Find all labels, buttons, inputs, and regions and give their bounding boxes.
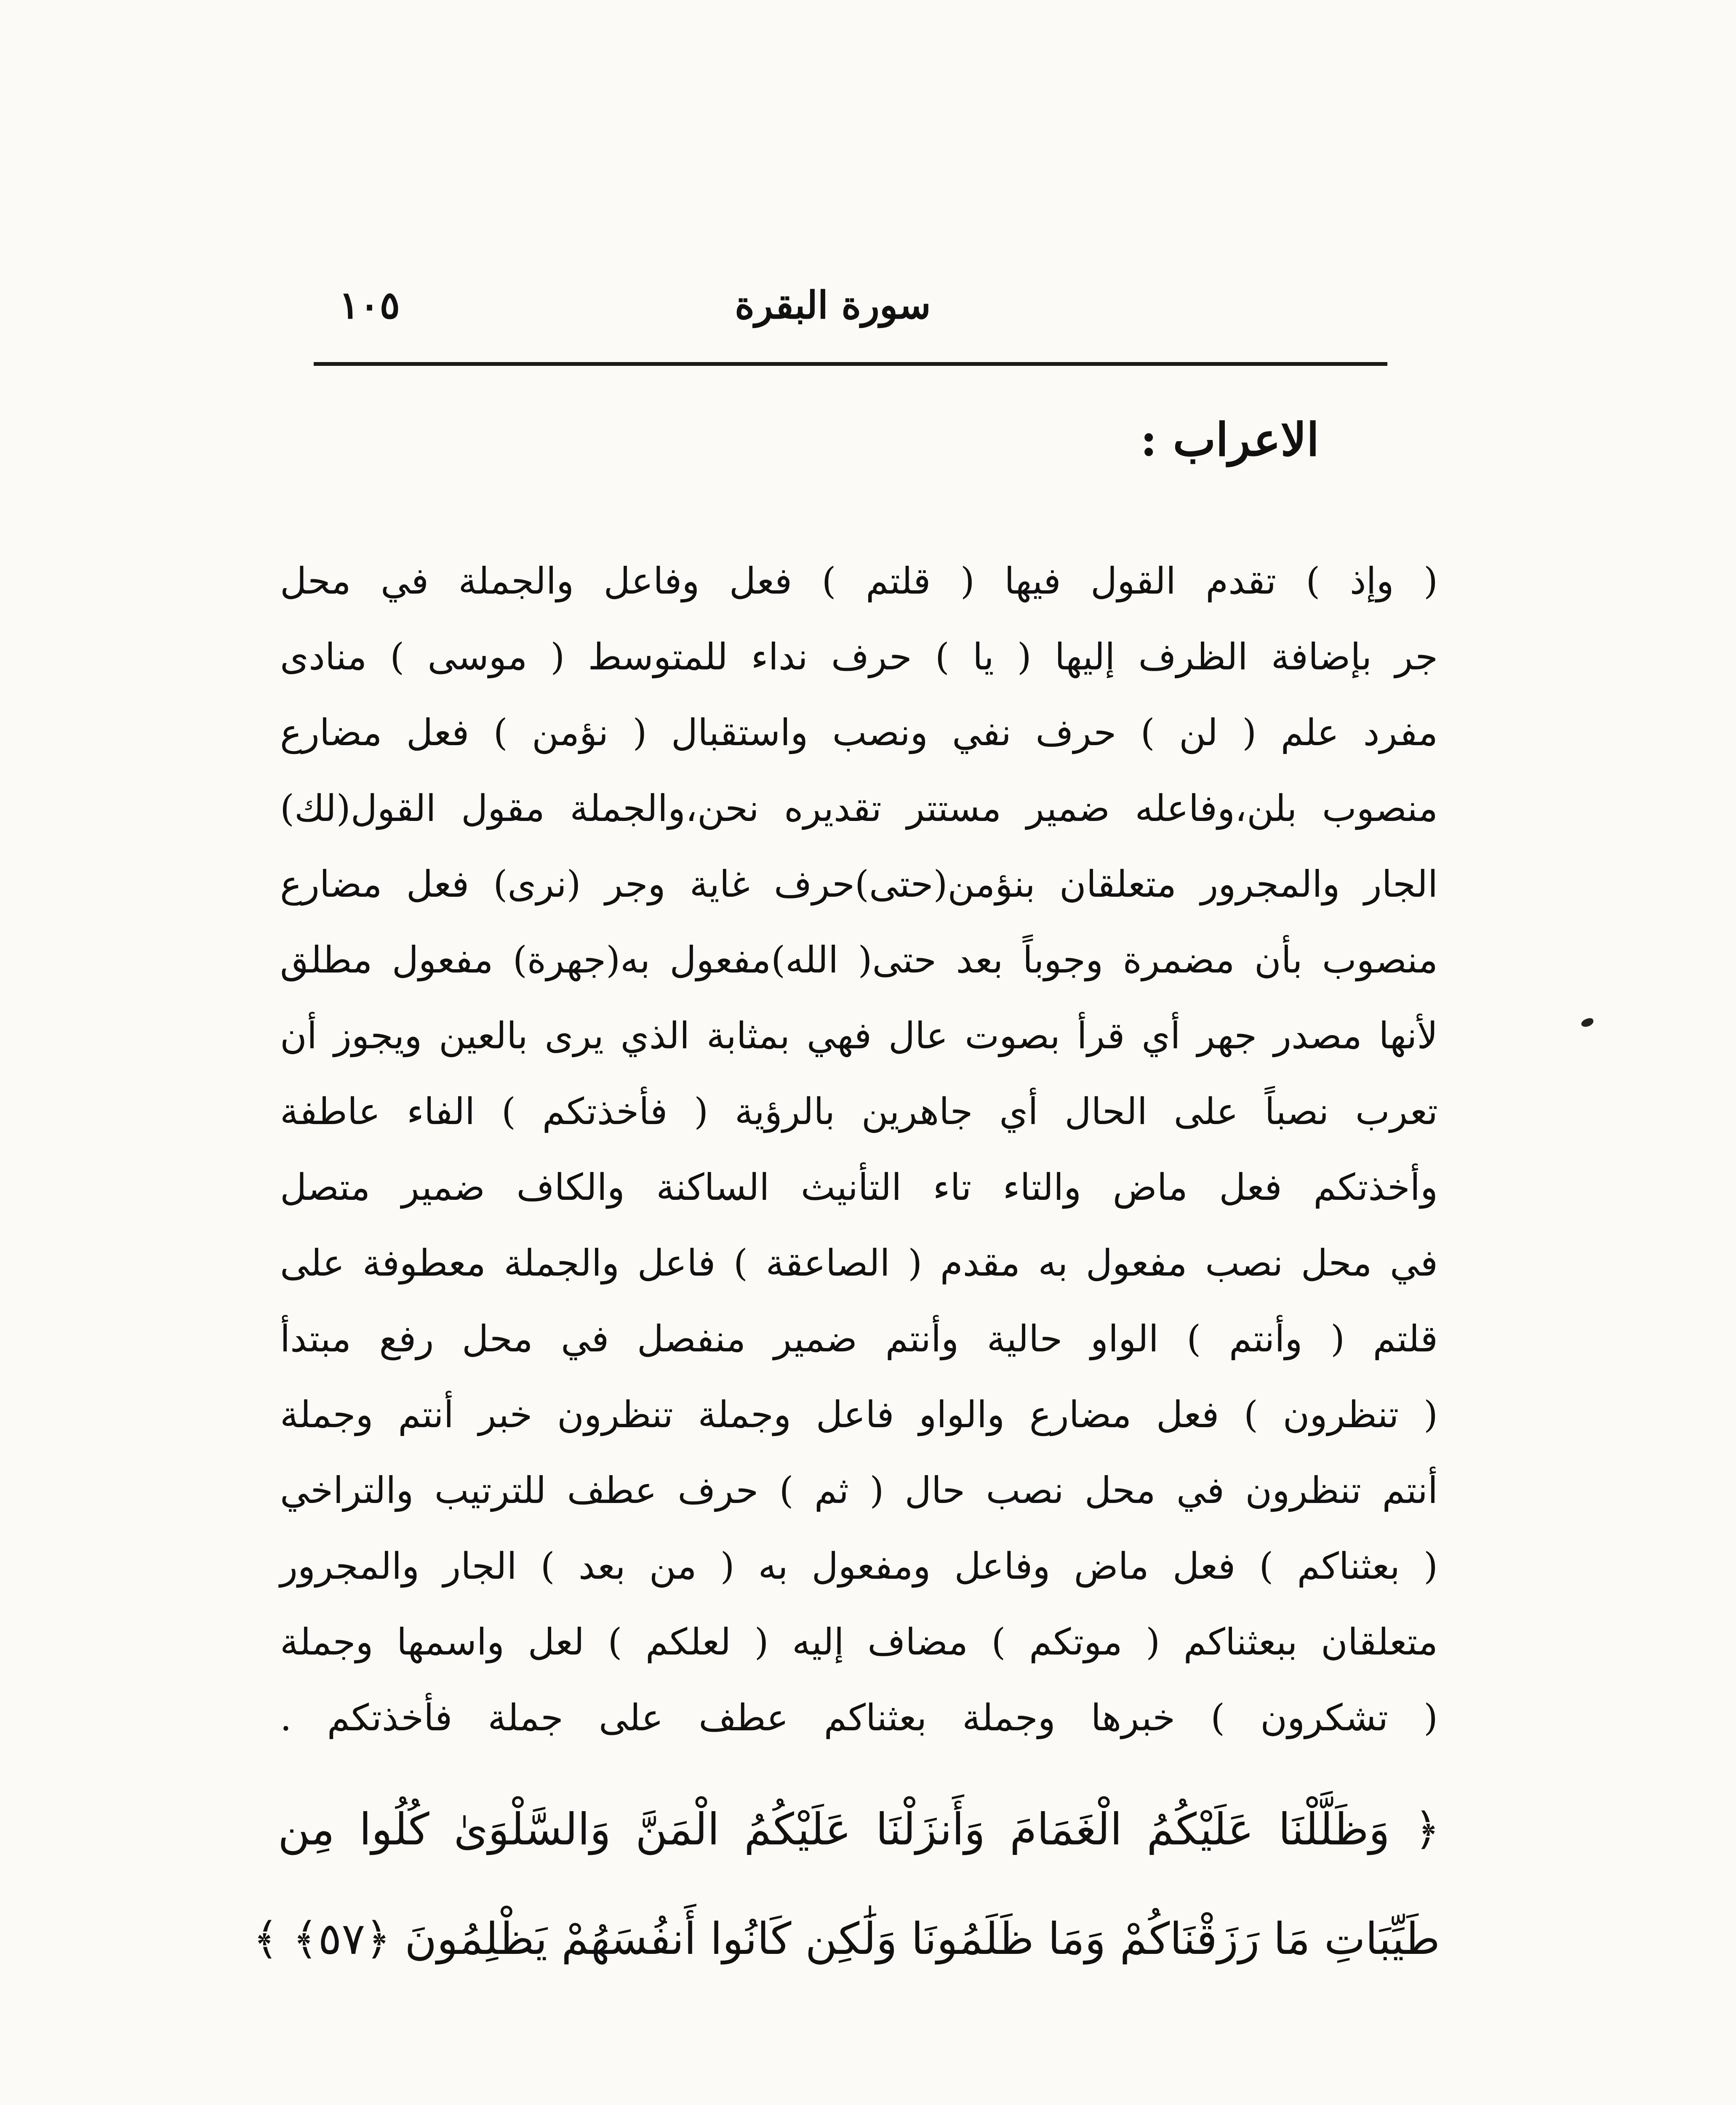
page-number: ١٠٥ xyxy=(339,283,400,328)
section-heading: الاعراب : xyxy=(1140,413,1319,466)
ink-mark xyxy=(1580,1017,1595,1028)
verse-line: طَيِّبَاتِ مَا رَزَقْنَاكُمْ وَمَا ظَلَمُونَا وَلَٰكِن كَانُوا أَنفُسَهُمْ يَظْلِمُونَ ﴿٥٧﴾ ﴾ xyxy=(253,1913,1440,1964)
commentary-line: قلتم ( وأنتم ) الواو حالية وأنتم ضمير منفصل في محل رفع مبتدأ xyxy=(280,1317,1438,1360)
verse-line: ﴿ وَظَلَّلْنَا عَلَيْكُمُ الْغَمَامَ وَأَنزَلْنَا عَلَيْكُمُ الْمَنَّ وَالسَّلْوَىٰ كُلُوا مِن xyxy=(278,1804,1440,1855)
commentary-line: أنتم تنظرون في محل نصب حال ( ثم ) حرف عطف للترتيب والتراخي xyxy=(280,1469,1438,1512)
commentary-line: مفرد علم ( لن ) حرف نفي ونصب واستقبال ( نؤمن ) فعل مضارع xyxy=(280,711,1438,754)
header-rule xyxy=(314,362,1387,366)
commentary-line: الجار والمجرور متعلقان بنؤمن(حتى)حرف غاية وجر (نرى) فعل مضارع xyxy=(280,863,1438,906)
commentary-line: لأنها مصدر جهر أي قرأ بصوت عال فهي بمثابة الذي يرى بالعين ويجوز أن xyxy=(280,1014,1438,1057)
commentary-line: متعلقان ببعثناكم ( موتكم ) مضاف إليه ( لعلكم ) لعل واسمها وجملة xyxy=(280,1620,1438,1663)
commentary-block xyxy=(280,543,1438,1756)
commentary-line: وأخذتكم فعل ماض والتاء تاء التأنيث الساكنة والكاف ضمير متصل xyxy=(280,1166,1438,1209)
commentary-line: ( وإذ ) تقدم القول فيها ( قلتم ) فعل وفاعل والجملة في محل xyxy=(280,560,1438,602)
commentary-line: ( تشكرون ) خبرها وجملة بعثناكم عطف على جملة فأخذتكم . xyxy=(280,1696,1438,1739)
commentary-line: منصوب بأن مضمرة وجوباً بعد حتى( الله)مفعول به(جهرة) مفعول مطلق xyxy=(280,938,1438,981)
quran-verse xyxy=(253,1775,1440,1993)
commentary-line: ( بعثناكم ) فعل ماض وفاعل ومفعول به ( من بعد ) الجار والمجرور xyxy=(280,1545,1438,1588)
running-title: سورة البقرة xyxy=(735,283,931,328)
commentary-line: ( تنظرون ) فعل مضارع والواو فاعل وجملة تنظرون خبر أنتم وجملة xyxy=(280,1393,1438,1436)
commentary-line: منصوب بلن،وفاعله ضمير مستتر تقديره نحن،والجملة مقول القول(لك) xyxy=(280,787,1438,830)
commentary-line: جر بإضافة الظرف إليها ( يا ) حرف نداء للمتوسط ( موسى ) منادى xyxy=(280,635,1438,678)
commentary-line: في محل نصب مفعول به مقدم ( الصاعقة ) فاعل والجملة معطوفة على xyxy=(280,1242,1438,1284)
commentary-line: تعرب نصباً على الحال أي جاهرين بالرؤية ( فأخذتكم ) الفاء عاطفة xyxy=(280,1090,1438,1133)
page-header xyxy=(314,269,1387,341)
